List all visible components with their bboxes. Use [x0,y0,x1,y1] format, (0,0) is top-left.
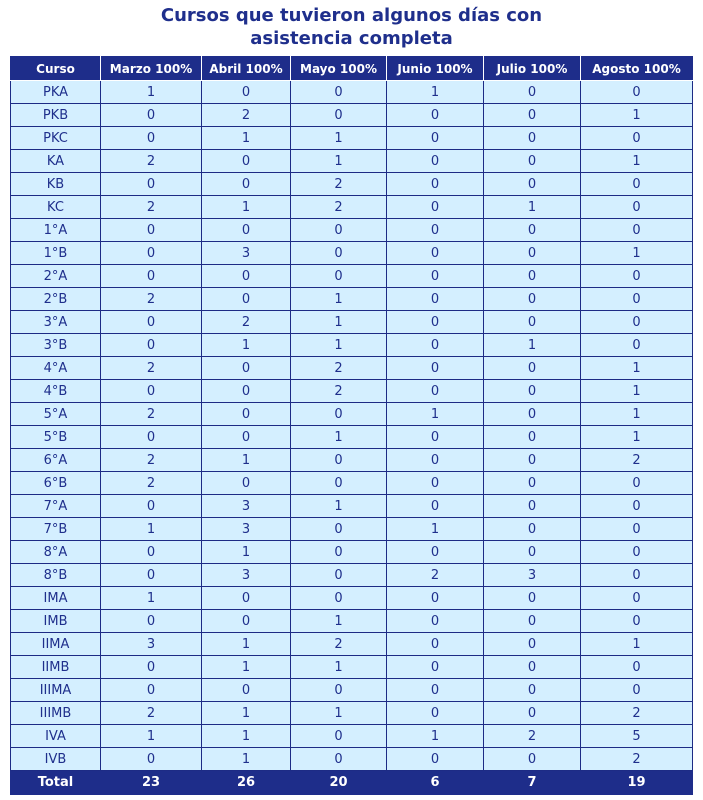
count-cell: 0 [581,472,693,495]
table-row [11,518,693,541]
course-cell: 1°A [11,219,101,242]
course-cell: 2°A [11,265,101,288]
count-cell: 2 [291,173,387,196]
table-row [11,449,693,472]
count-cell: 0 [581,173,693,196]
count-cell: 0 [101,564,202,587]
count-cell: 1 [291,150,387,173]
count-cell: 0 [202,679,291,702]
column-header-month: Julio 100% [484,57,581,81]
course-cell: IIMA [11,633,101,656]
count-cell: 0 [484,495,581,518]
count-cell: 0 [202,380,291,403]
count-cell: 0 [291,748,387,771]
count-cell: 0 [387,541,484,564]
total-cell: 23 [101,771,202,795]
count-cell: 0 [387,495,484,518]
count-cell: 0 [202,403,291,426]
count-cell: 0 [291,81,387,104]
count-cell: 3 [202,242,291,265]
count-cell: 0 [202,81,291,104]
count-cell: 2 [101,403,202,426]
count-cell: 0 [484,150,581,173]
count-cell: 0 [581,587,693,610]
count-cell: 0 [101,265,202,288]
count-cell: 1 [581,104,693,127]
count-cell: 2 [101,472,202,495]
course-cell: 7°B [11,518,101,541]
count-cell: 0 [101,334,202,357]
table-row [11,403,693,426]
count-cell: 0 [202,587,291,610]
count-cell: 2 [202,104,291,127]
table-row [11,679,693,702]
count-cell: 0 [291,219,387,242]
count-cell: 1 [202,196,291,219]
table-row [11,702,693,725]
count-cell: 2 [202,311,291,334]
count-cell: 0 [202,288,291,311]
count-cell: 0 [101,380,202,403]
course-cell: 7°A [11,495,101,518]
total-cell: 20 [291,771,387,795]
count-cell: 0 [484,587,581,610]
column-header-month: Agosto 100% [581,57,693,81]
count-cell: 0 [581,610,693,633]
total-cell: 26 [202,771,291,795]
course-cell: KB [11,173,101,196]
course-cell: 2°B [11,288,101,311]
count-cell: 0 [101,242,202,265]
table-row [11,104,693,127]
count-cell: 0 [291,449,387,472]
column-header-month: Mayo 100% [291,57,387,81]
count-cell: 0 [202,173,291,196]
count-cell: 0 [387,472,484,495]
column-header-month: Marzo 100% [101,57,202,81]
count-cell: 0 [581,334,693,357]
count-cell: 0 [484,656,581,679]
table-footer [11,771,693,795]
count-cell: 1 [581,633,693,656]
count-cell: 1 [202,541,291,564]
count-cell: 0 [202,150,291,173]
count-cell: 0 [484,311,581,334]
count-cell: 0 [101,541,202,564]
count-cell: 0 [291,403,387,426]
count-cell: 1 [581,403,693,426]
table-row [11,426,693,449]
count-cell: 1 [101,81,202,104]
count-cell: 1 [291,426,387,449]
count-cell: 0 [101,173,202,196]
count-cell: 0 [484,173,581,196]
count-cell: 2 [101,196,202,219]
count-cell: 1 [581,150,693,173]
count-cell: 0 [484,242,581,265]
count-cell: 0 [387,196,484,219]
count-cell: 0 [484,380,581,403]
table-row [11,380,693,403]
course-cell: IMA [11,587,101,610]
count-cell: 0 [291,518,387,541]
count-cell: 1 [581,380,693,403]
column-header-month: Junio 100% [387,57,484,81]
count-cell: 0 [101,311,202,334]
count-cell: 0 [581,541,693,564]
count-cell: 0 [484,518,581,541]
course-cell: IVA [11,725,101,748]
count-cell: 1 [291,334,387,357]
count-cell: 1 [387,81,484,104]
count-cell: 2 [101,449,202,472]
count-cell: 0 [484,357,581,380]
course-cell: 8°A [11,541,101,564]
table-row [11,288,693,311]
count-cell: 0 [581,196,693,219]
count-cell: 0 [101,748,202,771]
table-header [11,57,693,81]
count-cell: 0 [101,104,202,127]
count-cell: 0 [581,656,693,679]
course-cell: 4°A [11,357,101,380]
count-cell: 0 [484,541,581,564]
table-row [11,196,693,219]
table-row [11,564,693,587]
count-cell: 0 [291,541,387,564]
table-row [11,127,693,150]
count-cell: 2 [291,380,387,403]
count-cell: 2 [581,748,693,771]
table-row [11,472,693,495]
count-cell: 2 [581,449,693,472]
count-cell: 0 [387,380,484,403]
count-cell: 0 [101,495,202,518]
count-cell: 0 [387,265,484,288]
count-cell: 0 [484,104,581,127]
course-cell: IIIMB [11,702,101,725]
count-cell: 1 [202,725,291,748]
count-cell: 1 [202,334,291,357]
count-cell: 0 [291,104,387,127]
course-cell: IVB [11,748,101,771]
count-cell: 1 [291,127,387,150]
count-cell: 0 [387,449,484,472]
course-cell: 5°A [11,403,101,426]
table-row [11,587,693,610]
count-cell: 3 [101,633,202,656]
count-cell: 0 [581,81,693,104]
count-cell: 1 [291,656,387,679]
count-cell: 0 [387,104,484,127]
count-cell: 1 [202,656,291,679]
course-cell: 1°B [11,242,101,265]
table-row [11,357,693,380]
course-cell: 6°A [11,449,101,472]
count-cell: 1 [581,357,693,380]
table-row [11,81,693,104]
total-cell: 7 [484,771,581,795]
course-cell: 4°B [11,380,101,403]
course-cell: PKA [11,81,101,104]
count-cell: 5 [581,725,693,748]
count-cell: 0 [291,472,387,495]
course-cell: PKB [11,104,101,127]
count-cell: 0 [484,449,581,472]
count-cell: 1 [202,633,291,656]
count-cell: 0 [581,495,693,518]
count-cell: 0 [291,265,387,288]
count-cell: 3 [202,564,291,587]
count-cell: 3 [202,495,291,518]
count-cell: 2 [291,633,387,656]
column-header-curso: Curso [11,57,101,81]
count-cell: 0 [202,610,291,633]
count-cell: 1 [291,495,387,518]
count-cell: 0 [202,426,291,449]
count-cell: 0 [581,219,693,242]
header-row [11,57,693,81]
count-cell: 0 [484,472,581,495]
count-cell: 2 [581,702,693,725]
count-cell: 0 [581,127,693,150]
count-cell: 0 [291,587,387,610]
count-cell: 0 [101,679,202,702]
table-row [11,242,693,265]
count-cell: 1 [101,725,202,748]
count-cell: 0 [484,127,581,150]
title-line-1: Cursos que tuvieron algunos días con [160,5,543,26]
course-cell: IIMB [11,656,101,679]
count-cell: 0 [387,656,484,679]
table-row [11,150,693,173]
count-cell: 0 [291,725,387,748]
count-cell: 0 [387,587,484,610]
total-label: Total [11,771,101,795]
count-cell: 0 [387,610,484,633]
column-header-month: Abril 100% [202,57,291,81]
count-cell: 1 [291,610,387,633]
count-cell: 0 [101,610,202,633]
count-cell: 0 [101,219,202,242]
total-row [11,771,693,795]
page-title [0,4,703,50]
table-body [11,81,693,771]
count-cell: 0 [202,357,291,380]
count-cell: 1 [387,725,484,748]
count-cell: 1 [202,449,291,472]
count-cell: 1 [291,311,387,334]
count-cell: 2 [291,196,387,219]
count-cell: 1 [581,426,693,449]
count-cell: 0 [101,656,202,679]
table-row [11,334,693,357]
course-cell: PKC [11,127,101,150]
count-cell: 1 [484,334,581,357]
count-cell: 0 [484,403,581,426]
count-cell: 0 [387,702,484,725]
count-cell: 0 [387,748,484,771]
table-row [11,748,693,771]
count-cell: 0 [484,219,581,242]
count-cell: 2 [387,564,484,587]
total-cell: 19 [581,771,693,795]
table-row [11,265,693,288]
table-row [11,311,693,334]
course-cell: IIIMA [11,679,101,702]
count-cell: 1 [484,196,581,219]
count-cell: 0 [581,679,693,702]
course-cell: 3°B [11,334,101,357]
count-cell: 0 [387,242,484,265]
count-cell: 0 [101,127,202,150]
count-cell: 0 [291,564,387,587]
count-cell: 0 [202,265,291,288]
course-cell: 8°B [11,564,101,587]
table-row [11,725,693,748]
count-cell: 0 [484,288,581,311]
count-cell: 0 [387,219,484,242]
count-cell: 0 [387,679,484,702]
count-cell: 0 [581,311,693,334]
count-cell: 1 [101,587,202,610]
count-cell: 1 [101,518,202,541]
count-cell: 1 [387,403,484,426]
table-row [11,219,693,242]
count-cell: 0 [581,265,693,288]
count-cell: 0 [202,472,291,495]
count-cell: 1 [202,127,291,150]
count-cell: 0 [484,610,581,633]
count-cell: 2 [484,725,581,748]
course-cell: 3°A [11,311,101,334]
count-cell: 0 [484,633,581,656]
table-row [11,656,693,679]
count-cell: 2 [101,288,202,311]
count-cell: 1 [387,518,484,541]
count-cell: 2 [101,150,202,173]
course-cell: 5°B [11,426,101,449]
count-cell: 3 [202,518,291,541]
count-cell: 0 [387,127,484,150]
count-cell: 2 [101,702,202,725]
count-cell: 0 [581,288,693,311]
count-cell: 0 [387,311,484,334]
count-cell: 0 [484,748,581,771]
count-cell: 0 [387,288,484,311]
count-cell: 1 [581,242,693,265]
course-cell: KC [11,196,101,219]
title-line-2: asistencia completa [250,28,453,49]
count-cell: 2 [291,357,387,380]
count-cell: 3 [484,564,581,587]
count-cell: 0 [484,426,581,449]
attendance-table [10,56,693,795]
table-row [11,633,693,656]
count-cell: 0 [202,219,291,242]
count-cell: 0 [387,426,484,449]
count-cell: 2 [101,357,202,380]
count-cell: 0 [484,679,581,702]
course-cell: IMB [11,610,101,633]
table-row [11,495,693,518]
count-cell: 0 [387,633,484,656]
count-cell: 0 [291,242,387,265]
count-cell: 0 [291,679,387,702]
table-row [11,610,693,633]
count-cell: 0 [581,518,693,541]
count-cell: 0 [484,81,581,104]
count-cell: 0 [484,702,581,725]
table-row [11,173,693,196]
count-cell: 0 [387,150,484,173]
count-cell: 1 [291,288,387,311]
count-cell: 1 [202,702,291,725]
count-cell: 1 [202,748,291,771]
course-cell: KA [11,150,101,173]
course-cell: 6°B [11,472,101,495]
count-cell: 0 [387,357,484,380]
count-cell: 0 [581,564,693,587]
count-cell: 0 [387,173,484,196]
count-cell: 0 [101,426,202,449]
table-row [11,541,693,564]
count-cell: 0 [484,265,581,288]
total-cell: 6 [387,771,484,795]
count-cell: 1 [291,702,387,725]
count-cell: 0 [387,334,484,357]
